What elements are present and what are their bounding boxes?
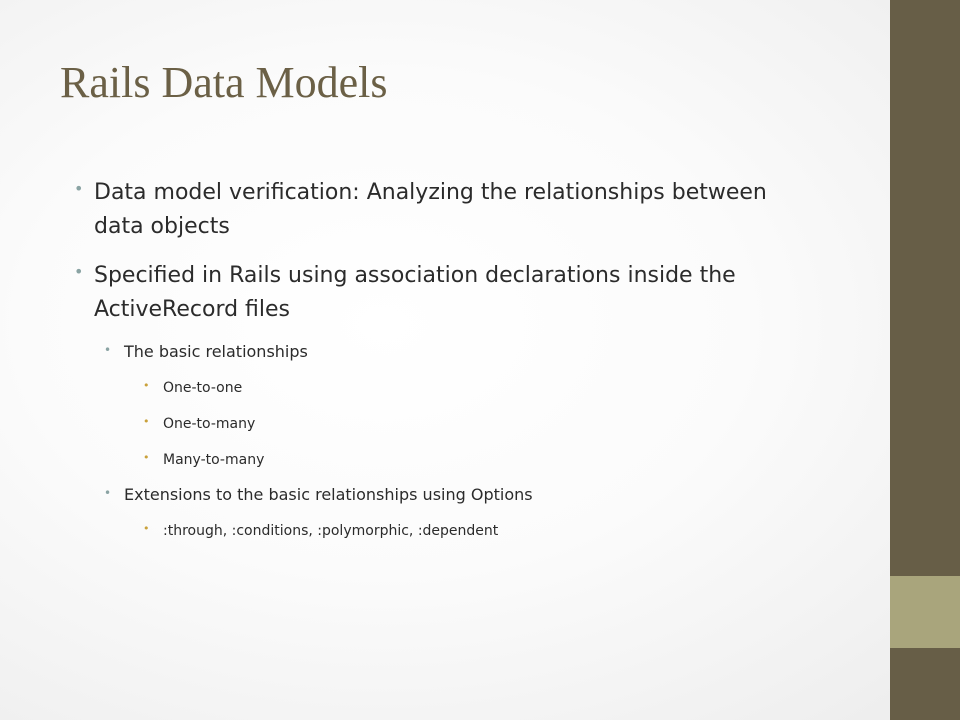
bullet-dot-icon: • <box>74 262 84 281</box>
sub-sub-bullet-item <box>143 413 880 435</box>
slide-body <box>0 176 880 556</box>
slide-title: Rails Data Models <box>60 58 388 107</box>
bullet-dot-icon: • <box>104 486 112 500</box>
side-bar-bottom-block <box>890 648 960 720</box>
bullet-dot-icon: • <box>143 522 150 535</box>
bullet-dot-icon: • <box>143 415 150 428</box>
sub-bullet-item <box>104 341 880 363</box>
bullet-item <box>74 259 784 327</box>
side-bar-top-block <box>890 0 960 576</box>
bullet-text: Specified in Rails using association declarations inside the ActiveRecord files <box>94 263 736 322</box>
bullet-item <box>74 176 784 244</box>
sub-sub-bullet-text: Many-to-many <box>163 452 265 468</box>
bullet-text: Data model verification: Analyzing the relationships between data objects <box>94 180 767 239</box>
sub-sub-bullet-item <box>143 449 880 471</box>
decorative-side-bar <box>890 0 960 720</box>
sub-bullet-text: The basic relationships <box>124 342 308 361</box>
sub-sub-bullet-item <box>143 377 880 399</box>
sub-sub-bullet-text: :through, :conditions, :polymorphic, :dependent <box>163 523 499 539</box>
bullet-dot-icon: • <box>143 451 150 464</box>
side-bar-accent-block <box>890 576 960 648</box>
sub-bullet-item <box>104 484 880 506</box>
bullet-dot-icon: • <box>143 379 150 392</box>
bullet-dot-icon: • <box>74 179 84 198</box>
sub-sub-bullet-text: One-to-many <box>163 416 256 432</box>
sub-sub-bullet-text: One-to-one <box>163 380 243 396</box>
sub-sub-bullet-item <box>143 520 880 542</box>
sub-bullet-text: Extensions to the basic relationships using Options <box>124 485 533 504</box>
bullet-dot-icon: • <box>104 343 112 357</box>
